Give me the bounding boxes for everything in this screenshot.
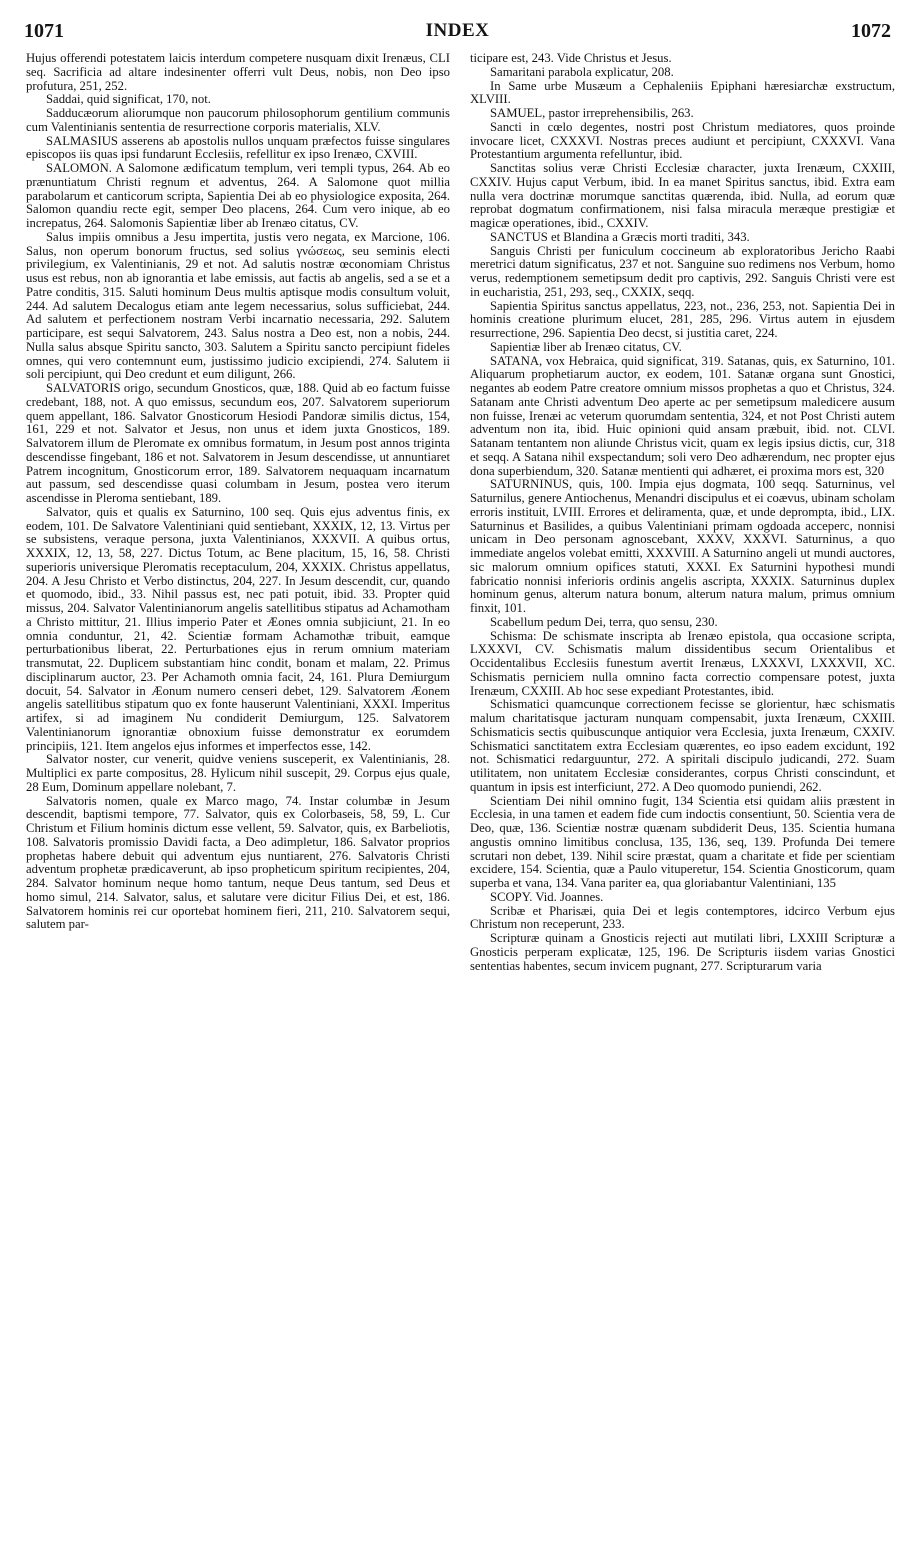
right-page-number: 1072 [851,20,891,42]
index-entry: Sadducæorum aliorumque non paucorum philosophorum gentilium communis cum Valentinianis sententia de resurrectione corporis materialis, XLV. [26,106,450,134]
index-entry: Schisma: De schismate inscripta ab Irenæo epistola, qua occasione scripta, LXXXVI, CV. Schismatis malum dissidentibus secum Orientalibus et Occidentalibus Ecclesiis funestum avertit Irenæus, LXXXVI, LXXXVII, XC. Schismatis perniciem nulla omnino facta correctio compensare potest, juxta Irenæum, CXXIII. Ab hoc sese expediant Protestantes, ibid. [470,628,895,698]
index-entry: SATANA, vox Hebraica, quid significat, 319. Satanas, quis, ex Saturnino, 101. Aliquarum prophetiarum auctor, ex eodem, 101. Satanæ organa sunt Gnostici, negantes ab eodem Patre creatore omnium missos prophetas a quo et Christus, 324. Satanam ante Christi adventum Deo aperte ac per semetipsum maledicere ausum non fuisse, Irenæi ac veterum quorumdam sententia, 324, et not Post Christi autem adventum non ita, ibid. Huic opinioni quid ansam præbuit, ibid. not. CLVI. Satanam tentantem non aliunde Christus vicit, quam ex legis ipsius dictis, cur, 318 et seqq. A Satana nihil exspectandum; soli vero Deo adhærendum, nec propter ejus dona superbiendum, 320. Satanæ mentienti qui adhæret, ei proxima mors est, 320 [470,353,895,478]
index-entry: Scribæ et Pharisæi, quia Dei et legis contemptores, idcirco Verbum ejus Christum non receperunt, 233. [470,903,895,932]
index-entry: SALOMON. A Salomone ædificatum templum, veri templi typus, 264. Ab eo prænuntiatum Christi regnum et adventus, 264. A Salomone quot millia parabolarum et canticorum scripta, Sapientia Dei ab eo physiologice exposita, 264. Salomon quandiu recte egit, semper Deo placens, 264. Cum vero inique, ab eo increpatus, 264. Salomonis Sapientiæ liber ab Irenæo citatus, CV. [26,161,450,230]
index-entry: SALMASIUS asserens ab apostolis nullos unquam præfectos fuisse singulares episcopos iis quas ipsi fundarunt Ecclesiis, refellitur ex ipso Irenæo, CXVIII. [26,133,450,162]
index-entry: Scabellum pedum Dei, terra, quo sensu, 230. [490,614,718,629]
running-title: INDEX [425,20,490,41]
index-entry: Salus impiis omnibus a Jesu impertita, justis vero negata, ex Marcione, 106. Salus, non operum bonorum fructus, sed solius γνώσεως, seu seminis electi privilegium, ex Valentinianis, 29 et not. Ad salutis nostræ œconomiam Christus usus est rebus, non ab ignorantia et labe emissis, aut factis ab angelis, sed a se et a Patre conditis, 315. Saluti hominum Deus multis aptisque modis consultum voluit, 244. Ad salutem Decalogus etiam ante legem necessarius, solus sufficiebat, 244. Ad salutem et perfectionem nostram Verbi incarnatio necessaria, 292. Salutem participare, est sequi Salvatorem, 243. Salus nostra a Deo est, non a nobis, 244. Nulla salus absque Spiritu sancto, 303. Salutem a Spiritu sancto percipiunt fideles omnes, qui vero contemnunt eum, justissimo judicio excipiendi, 274. Salutem ii soli percipiunt, qui Deo credunt et eum diligunt, 266. [26,229,450,382]
index-entry: SATURNINUS, quis, 100. Impia ejus dogmata, 100 seqq. Saturninus, vel Saturnilus, genere Antiochenus, Menandri discipulus et ei coævus, ubinam scholam erroris instituit, LVIII. Errores et deliramenta, quæ, et unde deprompta, ibid., LIX. Saturninus et Basilides, a quibus Valentiniani primam ogdoada acceperc, nonnisi unicam in Deo personam agnoscebant, XXXV, XXXVI. Saturninus, a quo immediate angelos volebat emitti, XXXVIII. A Saturnino angeli ut mundi auctores, sic malorum omnium opifices statuti, XXXI. Ex Saturnini hypothesi mundi fabricatio nonnisi inferioris ordinis angelis ascripta, XXXIX. Saturninus duplex hominum genus, alterum natura bonum, alterum natura malum, primus omnium finxit, 101. [470,477,895,615]
index-entry: Samaritani parabola explicatur, 208. [490,64,674,79]
index-entry: Schismatici quamcunque correctionem fecisse se glorientur, hæc schismatis malum charitatisque jacturam nunquam compensabit, juxta Irenæum, CXXIII. Schismaticis sectis quibuscunque antiquior vera Ecclesia, juxta Irenæum, CXXIV. Schismatici sanctitatem extra Ecclesiam quærentes, eo ipso eadem excidunt, 192 not. Schismatici redarguuntur, 272. A spiritali discipulo judicandi, 272. Suam utilitatem, non unitatem Ecclesiæ considerantes, corpus Christi conscindunt, et quantum in ipsis est interficiunt, 272. A Deo quomodo puniendi, 262. [470,697,895,794]
left-column [26,52,450,1544]
index-entry: Salvator, quis et qualis ex Saturnino, 100 seq. Quis ejus adventus finis, ex eodem, 101. De Salvatore Valentiniani quid sentiebant, XXXIX, 12, 13. Virtus per se subsistens, veraque persona, juxta Valentinianos, XXXVII. A quibus ortus, XXXIX, 12, 13, 58, 227. Dictus Totum, ac Bene placitum, 15, 16, 58. Christi superioris universique Pleromatis receptaculum, 204, XXXIX. Christus appellatus, 204. A Jesu Christo et Verbo distinctus, 204, 227. In Jesum descendit, cur, quando et quomodo, ibid., 33. Nihil passus est, nec pati potuit, ibid. 33. Propter quid missus, 204. Salvator Valentinianorum angelis satellitibus stipatus ad Achamotham a Christo mittitur, 21. Illius imperio Pater et Æones omnia subjiciunt, 21. In eo omnia conduntur, 21, 42. Scientiæ formam Achamothæ tribuit, eamque perturbationibus liberat, 22. Perturbationes ejus in rerum omnium materiam transmutat, 22. Duplicem substantiam hinc condit, bonam et malam, 22. Primus disciplinarum auctor, 23. Per Achamoth omnia facit, 24, 161. Plura Demiurgum docuit, 54. Salvator in Æonum numero censeri debet, 129. Salvatorem Æonem angelis satellitibus stipatum quo ex fonte hauserunt Valentiniani, XXXI. Imperitus artifex, si ad imaginem Nu condiderit Demiurgum, 125. Salvatorem Valentinianorum ignorantiæ obnoxium fuisse demonstratur ex eorumdem principiis, 121. Item angelos ejus informes et imperfectos esse, 142. [26,504,450,753]
index-entry: Sanguis Christi per funiculum coccineum ab exploratoribus Jericho Raabi meretrici datum significatus, 237 et not. Sanguine suo redimens nos Verbum, homo verus, redemptionem semetipsum dedit pro captivis, 292. Sanguis Christi vere est in eucharistia, 251, 293, seq., CXXIX, seqq. [470,243,895,299]
index-entry: Sapientia Spiritus sanctus appellatus, 223, not., 236, 253, not. Sapientia Dei in hominis creatione plurimum elucet, 281, 285, 296. Virtus autem in ejusdem resurrectione, 296. Sapientia Deo decst, si justitia caret, 224. [470,298,895,340]
index-entry: Scripturæ quinam a Gnosticis rejecti aut mutilati libri, LXXIII Scripturæ a Gnosticis perperam explicatæ, 125, 196. De Scripturis iisdem varias Gnostici sententias habentes, secum invicem pugnant, 277. Scripturarum varia [470,931,895,973]
index-entry: Sapientiæ liber ab Irenæo citatus, CV. [490,339,682,354]
index-entry: SALVATORIS origo, secundum Gnosticos, quæ, 188. Quid ab eo factum fuisse credebant, 188, not. A quo emissus, secundum eos, 207. Salvatorem superiorum quem appellant, 186. Salvator Gnosticorum Hesiodi Pandoræ similis dictus, 154, 161, 229 et not. Salvator et Jesus, non unus et idem juxta Gnosticos, 189. Salvatorem illum de Pleromate ex omnibus formatum, in Jesum post annos triginta descendisse fingebant, 186 et not. Salvatorem in Jesum descendisse, ut annuntiaret Patrem incognitum, Gnosticorum error, 189. Salvatorem nequaquam incarnatum aut passum, sed descendisse quasi columbam in Jesum, postea vero iterum ascendisse in Pleroma sentiebant, 189. [26,381,450,505]
index-entry: Salvatoris nomen, quale ex Marco mago, 74. Instar columbæ in Jesum descendit, baptismi tempore, 77. Salvator, quis ex Colorbaseis, 58, 59, L. Cur Christum et Filium hominis dictum esse vellent, 59. Salvator, quis, ex Barbeliotis, 108. Salvatoris promissio Davidi facta, a Deo adimpletur, 186. Salvator proprios prophetas habere debuit qui adventum ejus nuntiarent, 276. Salvatoris Christi adventum prophetæ prædicaverunt, ab ipso propheticum spiritum recipientes, 204, 284. Salvator hominum neque homo tantum, neque Deus tantum, sed Deus et homo simul, 214. Salvator, salus, et salutare vere dicitur Filius Dei, et est, 186. Salvatorem hominis rei cur oportebat hominem fieri, 211, 210. Salvatorem sequi, salutem par- [26,793,450,932]
page-header [24,18,891,44]
index-entry: Sanctitas solius veræ Christi Ecclesiæ character, juxta Irenæum, CXXIII, CXXIV. Hujus caput Verbum, ibid. In ea manet Spiritus sanctus, ibid. Extra eam nulla vera doctrinæ morumque sanctitas quærenda, ibid. Nulla, ad eorum quæ reprobat dogmatum confirmationem, nisi falsa miracula meræque prestigiæ et magicæ operationes, ibid., CXXIV. [470,161,895,230]
index-entry: Hujus offerendi potestatem laicis interdum competere nusquam dixit Irenæus, CLI seq. Sacrificia ad altare indesinenter offerri vult Deus, nobis, non Deo ipso profutura, 251, 252. [26,52,450,93]
left-page-number: 1071 [24,20,64,42]
index-entry: SCOPY. Vid. Joannes. [490,889,604,904]
index-entry: In Same urbe Musæum a Cephaleniis Epiphani hæresiarchæ exstructum, XLVIII. [470,78,895,107]
index-entry: SANCTUS et Blandina a Græcis morti traditi, 343. [490,229,750,244]
index-entry: Sancti in cœlo degentes, nostri post Christum mediatores, quos proinde invocare licet, CXXXVI. Nostras preces audiunt et percipiunt, CXXXVI. Vana Protestantium argumenta refelluntur, ibid. [470,119,895,162]
index-entry: SAMUEL, pastor irreprehensibilis, 263. [490,106,694,120]
right-column [470,52,895,1544]
index-entry: ticipare est, 243. Vide Christus et Jesus. [470,52,672,65]
index-entry: Saddai, quid significat, 170, not. [46,92,211,107]
index-entry: Scientiam Dei nihil omnino fugit, 134 Scientia etsi quidam aliis præstent in Ecclesia, in una tamen et eadem fide cum indoctis consentiunt, 50. Scientia vera de Deo, quæ, 136. Scientiæ nostræ quænam subdiderit Deus, 135. Scientia humana angustis omnino limitibus conclusa, 135, 136, seq, 139. Profunda Dei temere scrutari non debet, 139. Nihil scire præstat, quam a charitate et fide per scientiam excidere, 154. Scientia, quæ a Paulo vituperetur, 154. Scientia Gnosticorum, quam superba et vana, 134. Vana pariter ea, qua gloriabantur Valentiniani, 135 [470,793,895,890]
index-entry: Salvator noster, cur venerit, quidve veniens susceperit, ex Valentinianis, 28. Multiplici ex parte compositus, 28. Hylicum nihil suscepit, 29. Corpus ejus quale, 28 Eum, Dominum appellare nolebant, 7. [26,752,450,794]
